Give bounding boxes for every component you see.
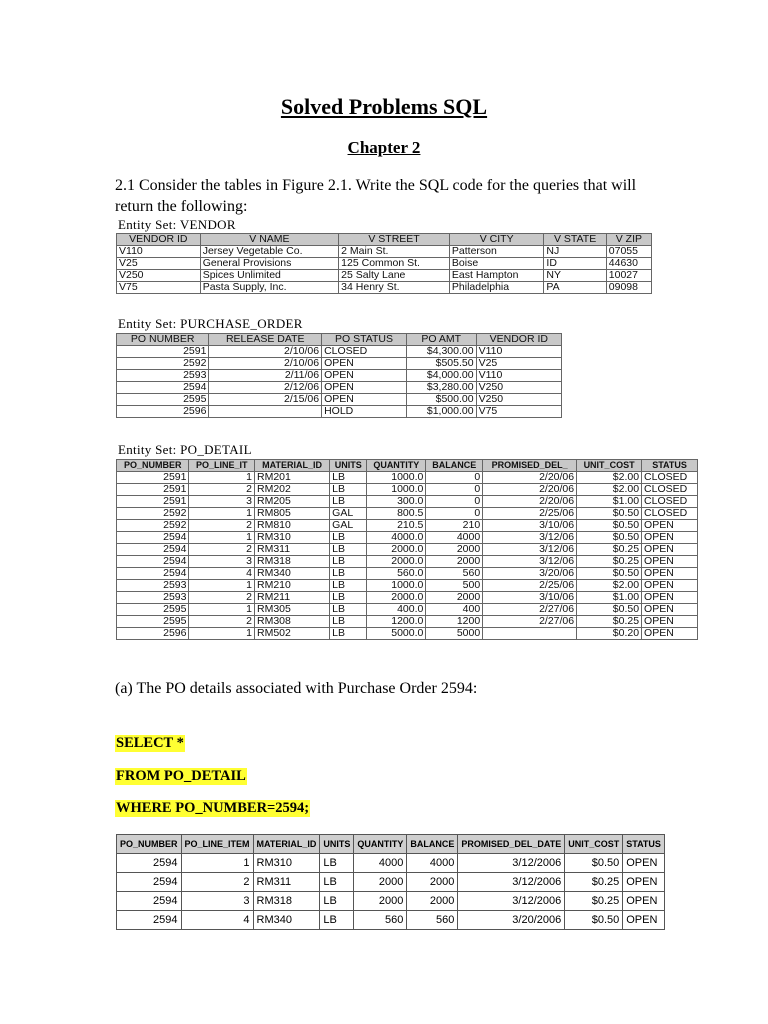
- table-cell: 2594: [117, 532, 189, 544]
- po-detail-column-header: UNIT_COST: [577, 460, 642, 472]
- table-cell: NJ: [544, 246, 606, 258]
- table-cell: RM502: [254, 628, 329, 640]
- table-cell: 4000: [354, 854, 407, 873]
- table-cell: $4,300.00: [406, 346, 476, 358]
- table-cell: 560: [426, 568, 483, 580]
- table-cell: HOLD: [322, 406, 407, 418]
- table-row: [117, 270, 652, 282]
- table-row: [117, 484, 698, 496]
- table-cell: 1000.0: [367, 580, 426, 592]
- table-cell: 2000: [426, 592, 483, 604]
- table-cell: 125 Common St.: [339, 258, 450, 270]
- table-cell: $0.25: [577, 544, 642, 556]
- table-cell: 0: [426, 496, 483, 508]
- table-cell: 2594: [117, 873, 182, 892]
- table-cell: V250: [117, 270, 201, 282]
- table-cell: General Provisions: [200, 258, 338, 270]
- question-a: (a) The PO details associated with Purchase Order 2594:: [115, 680, 478, 697]
- table-cell: $0.50: [565, 911, 623, 930]
- table-cell: 2/10/06: [209, 358, 322, 370]
- table-cell: RM340: [253, 911, 320, 930]
- table-row: [117, 496, 698, 508]
- table-cell: CLOSED: [322, 346, 407, 358]
- table-cell: 400: [426, 604, 483, 616]
- table-cell: RM311: [253, 873, 320, 892]
- table-cell: LB: [330, 496, 367, 508]
- table-cell: 5000: [426, 628, 483, 640]
- table-cell: 0: [426, 472, 483, 484]
- table-row: [117, 628, 698, 640]
- table-cell: $0.50: [577, 532, 642, 544]
- table-cell: RM310: [253, 854, 320, 873]
- table-cell: $0.25: [577, 616, 642, 628]
- table-cell: RM340: [254, 568, 329, 580]
- table-cell: 2 Main St.: [339, 246, 450, 258]
- po-detail-column-header: MATERIAL_ID: [254, 460, 329, 472]
- vendor-caption: Entity Set: VENDOR: [118, 217, 236, 232]
- table-row: [117, 568, 698, 580]
- po-detail-header-row: [117, 460, 698, 472]
- table-cell: LB: [330, 616, 367, 628]
- table-cell: $0.25: [565, 873, 623, 892]
- table-cell: OPEN: [322, 358, 407, 370]
- table-cell: 300.0: [367, 496, 426, 508]
- table-cell: $0.25: [565, 892, 623, 911]
- sql-line-from: FROM PO_DETAIL: [116, 768, 246, 784]
- table-cell: 2594: [117, 568, 189, 580]
- table-cell: 2594: [117, 544, 189, 556]
- table-row: [117, 508, 698, 520]
- table-cell: $0.20: [577, 628, 642, 640]
- table-cell: 2592: [117, 520, 189, 532]
- table-cell: 560: [354, 911, 407, 930]
- table-cell: 2000: [426, 556, 483, 568]
- table-cell: 4000.0: [367, 532, 426, 544]
- result-column-header: STATUS: [623, 835, 665, 854]
- table-cell: 3/10/06: [483, 592, 577, 604]
- table-cell: LB: [330, 472, 367, 484]
- table-cell: $1,000.00: [406, 406, 476, 418]
- table-cell: 1: [189, 508, 255, 520]
- table-cell: 2594: [117, 382, 209, 394]
- table-row: [117, 246, 652, 258]
- table-cell: OPEN: [642, 556, 698, 568]
- table-row: [117, 406, 562, 418]
- table-cell: RM202: [254, 484, 329, 496]
- table-cell: OPEN: [642, 520, 698, 532]
- result-column-header: UNIT_COST: [565, 835, 623, 854]
- table-cell: 2596: [117, 406, 209, 418]
- table-cell: LB: [330, 532, 367, 544]
- table-cell: 2000: [354, 892, 407, 911]
- table-cell: V110: [117, 246, 201, 258]
- table-cell: OPEN: [642, 616, 698, 628]
- table-cell: 2594: [117, 892, 182, 911]
- table-cell: OPEN: [642, 628, 698, 640]
- purchase-order-column-header: RELEASE DATE: [209, 334, 322, 346]
- table-cell: OPEN: [623, 854, 665, 873]
- table-cell: V25: [476, 358, 561, 370]
- table-cell: $2.00: [577, 484, 642, 496]
- table-cell: $4,000.00: [406, 370, 476, 382]
- table-cell: 2/20/06: [483, 496, 577, 508]
- table-cell: LB: [330, 628, 367, 640]
- purchase-order-header-row: [117, 334, 562, 346]
- table-row: [117, 358, 562, 370]
- purchase-order-column-header: PO STATUS: [322, 334, 407, 346]
- po-detail-table: [116, 459, 698, 640]
- table-cell: 210.5: [367, 520, 426, 532]
- table-cell: V75: [117, 282, 201, 294]
- table-cell: 2000: [407, 892, 458, 911]
- table-cell: 1: [189, 580, 255, 592]
- vendor-column-header: V STATE: [544, 234, 606, 246]
- table-cell: OPEN: [642, 604, 698, 616]
- table-cell: 2000: [426, 544, 483, 556]
- table-cell: LB: [320, 873, 354, 892]
- table-cell: $1.00: [577, 592, 642, 604]
- result-column-header: PO_LINE_ITEM: [181, 835, 253, 854]
- table-cell: 2: [189, 592, 255, 604]
- table-cell: Jersey Vegetable Co.: [200, 246, 338, 258]
- table-row: [117, 520, 698, 532]
- table-cell: RM318: [253, 892, 320, 911]
- table-cell: OPEN: [642, 580, 698, 592]
- table-cell: GAL: [330, 508, 367, 520]
- vendor-column-header: V STREET: [339, 234, 450, 246]
- table-cell: CLOSED: [642, 496, 698, 508]
- result-column-header: BALANCE: [407, 835, 458, 854]
- table-cell: $0.50: [577, 568, 642, 580]
- table-cell: 3/20/06: [483, 568, 577, 580]
- table-cell: 560: [407, 911, 458, 930]
- table-cell: RM311: [254, 544, 329, 556]
- table-cell: RM805: [254, 508, 329, 520]
- table-cell: 10027: [606, 270, 651, 282]
- table-row: [117, 592, 698, 604]
- table-cell: 4000: [407, 854, 458, 873]
- table-cell: Boise: [449, 258, 544, 270]
- table-cell: 3/12/2006: [458, 892, 565, 911]
- table-row: [117, 873, 665, 892]
- table-cell: 2595: [117, 604, 189, 616]
- po-detail-column-header: PO_LINE_IT: [189, 460, 255, 472]
- table-cell: LB: [320, 892, 354, 911]
- table-cell: OPEN: [623, 873, 665, 892]
- vendor-header-row: [117, 234, 652, 246]
- chapter-heading: Chapter 2: [347, 138, 421, 157]
- table-cell: 1: [189, 532, 255, 544]
- table-cell: 1: [181, 854, 253, 873]
- table-row: [117, 282, 652, 294]
- table-cell: 2: [189, 520, 255, 532]
- table-row: [117, 382, 562, 394]
- table-cell: 1200.0: [367, 616, 426, 628]
- vendor-column-header: VENDOR ID: [117, 234, 201, 246]
- table-cell: 560.0: [367, 568, 426, 580]
- table-cell: LB: [330, 580, 367, 592]
- table-cell: 3/12/06: [483, 544, 577, 556]
- table-cell: 2/20/06: [483, 484, 577, 496]
- table-cell: 2/15/06: [209, 394, 322, 406]
- table-cell: 25 Salty Lane: [339, 270, 450, 282]
- table-cell: 2000.0: [367, 544, 426, 556]
- table-cell: [483, 628, 577, 640]
- table-cell: $1.00: [577, 496, 642, 508]
- table-cell: 210: [426, 520, 483, 532]
- document-title: Solved Problems SQL: [280, 94, 488, 119]
- table-cell: East Hampton: [449, 270, 544, 282]
- table-cell: 0: [426, 508, 483, 520]
- table-cell: 3: [189, 496, 255, 508]
- table-cell: Philadelphia: [449, 282, 544, 294]
- table-cell: 07055: [606, 246, 651, 258]
- table-cell: 5000.0: [367, 628, 426, 640]
- table-cell: $0.50: [577, 604, 642, 616]
- table-cell: V250: [476, 382, 561, 394]
- purchase-order-column-header: PO AMT: [406, 334, 476, 346]
- table-row: [117, 472, 698, 484]
- table-cell: OPEN: [642, 544, 698, 556]
- table-cell: $505.50: [406, 358, 476, 370]
- table-cell: 2595: [117, 616, 189, 628]
- problem-intro: 2.1 Consider the tables in Figure 2.1. Write the SQL code for the queries that will return the following:: [115, 177, 637, 215]
- table-cell: RM308: [254, 616, 329, 628]
- vendor-column-header: V NAME: [200, 234, 338, 246]
- table-cell: OPEN: [322, 370, 407, 382]
- table-cell: 500: [426, 580, 483, 592]
- table-cell: Patterson: [449, 246, 544, 258]
- table-cell: LB: [330, 556, 367, 568]
- table-cell: OPEN: [623, 911, 665, 930]
- result-header-row: [117, 835, 665, 854]
- table-cell: RM210: [254, 580, 329, 592]
- table-row: [117, 604, 698, 616]
- table-row: [117, 892, 665, 911]
- table-cell: RM205: [254, 496, 329, 508]
- table-cell: 1: [189, 472, 255, 484]
- table-cell: 2/20/06: [483, 472, 577, 484]
- table-cell: 2593: [117, 592, 189, 604]
- table-cell: 4000: [426, 532, 483, 544]
- table-cell: 2596: [117, 628, 189, 640]
- table-cell: 2000.0: [367, 556, 426, 568]
- table-cell: 3/20/2006: [458, 911, 565, 930]
- po-detail-caption: Entity Set: PO_DETAIL: [118, 442, 252, 457]
- purchase-order-table: [116, 333, 562, 418]
- table-cell: ID: [544, 258, 606, 270]
- table-row: [117, 616, 698, 628]
- table-cell: LB: [330, 484, 367, 496]
- table-cell: 2592: [117, 358, 209, 370]
- table-cell: OPEN: [642, 532, 698, 544]
- result-column-header: PROMISED_DEL_DATE: [458, 835, 565, 854]
- po-detail-column-header: QUANTITY: [367, 460, 426, 472]
- table-cell: RM810: [254, 520, 329, 532]
- po-detail-column-header: PROMISED_DEL_: [483, 460, 577, 472]
- table-cell: $0.50: [565, 854, 623, 873]
- table-row: [117, 854, 665, 873]
- table-cell: PA: [544, 282, 606, 294]
- table-cell: 2/27/06: [483, 604, 577, 616]
- table-cell: OPEN: [642, 568, 698, 580]
- table-cell: 3: [181, 892, 253, 911]
- table-cell: RM211: [254, 592, 329, 604]
- sql-line-where: WHERE PO_NUMBER=2594;: [116, 800, 310, 816]
- table-cell: 2/27/06: [483, 616, 577, 628]
- result-column-header: MATERIAL_ID: [253, 835, 320, 854]
- table-cell: 2595: [117, 394, 209, 406]
- table-row: [117, 370, 562, 382]
- table-row: [117, 532, 698, 544]
- table-cell: LB: [320, 854, 354, 873]
- table-cell: RM310: [254, 532, 329, 544]
- table-cell: 3/12/06: [483, 532, 577, 544]
- purchase-order-column-header: PO NUMBER: [117, 334, 209, 346]
- table-cell: 2593: [117, 370, 209, 382]
- table-cell: CLOSED: [642, 508, 698, 520]
- table-cell: 3: [189, 556, 255, 568]
- table-cell: 1200: [426, 616, 483, 628]
- table-cell: 2594: [117, 556, 189, 568]
- vendor-column-header: V ZIP: [606, 234, 651, 246]
- result-column-header: QUANTITY: [354, 835, 407, 854]
- table-cell: 2591: [117, 484, 189, 496]
- table-cell: $500.00: [406, 394, 476, 406]
- table-cell: Pasta Supply, Inc.: [200, 282, 338, 294]
- table-row: [117, 258, 652, 270]
- table-cell: GAL: [330, 520, 367, 532]
- table-cell: 44630: [606, 258, 651, 270]
- table-cell: RM318: [254, 556, 329, 568]
- table-cell: 3/12/2006: [458, 873, 565, 892]
- table-cell: V110: [476, 346, 561, 358]
- po-detail-column-header: STATUS: [642, 460, 698, 472]
- table-cell: 1000.0: [367, 484, 426, 496]
- table-cell: LB: [330, 544, 367, 556]
- table-cell: LB: [330, 592, 367, 604]
- table-cell: 2/12/06: [209, 382, 322, 394]
- table-cell: 4: [189, 568, 255, 580]
- table-cell: OPEN: [642, 592, 698, 604]
- table-cell: 34 Henry St.: [339, 282, 450, 294]
- table-cell: OPEN: [322, 382, 407, 394]
- table-cell: V110: [476, 370, 561, 382]
- table-cell: 3/12/2006: [458, 854, 565, 873]
- purchase-order-caption: Entity Set: PURCHASE_ORDER: [118, 316, 303, 331]
- table-cell: 2: [181, 873, 253, 892]
- table-cell: V25: [117, 258, 201, 270]
- table-cell: 2000.0: [367, 592, 426, 604]
- table-row: [117, 911, 665, 930]
- table-cell: RM305: [254, 604, 329, 616]
- table-cell: 2/10/06: [209, 346, 322, 358]
- table-cell: [209, 406, 322, 418]
- table-cell: 1000.0: [367, 472, 426, 484]
- table-cell: $3,280.00: [406, 382, 476, 394]
- table-row: [117, 346, 562, 358]
- table-cell: 2/25/06: [483, 508, 577, 520]
- table-cell: 2000: [407, 873, 458, 892]
- table-cell: V250: [476, 394, 561, 406]
- table-cell: 2594: [117, 911, 182, 930]
- vendor-column-header: V CITY: [449, 234, 544, 246]
- table-cell: 2: [189, 484, 255, 496]
- table-cell: 2591: [117, 496, 189, 508]
- table-cell: NY: [544, 270, 606, 282]
- table-cell: 1: [189, 628, 255, 640]
- table-cell: 2: [189, 616, 255, 628]
- table-row: [117, 394, 562, 406]
- result-column-header: UNITS: [320, 835, 354, 854]
- table-cell: OPEN: [623, 892, 665, 911]
- table-cell: CLOSED: [642, 472, 698, 484]
- table-row: [117, 580, 698, 592]
- table-cell: 4: [181, 911, 253, 930]
- table-cell: 2/11/06: [209, 370, 322, 382]
- table-cell: $0.25: [577, 556, 642, 568]
- purchase-order-column-header: VENDOR ID: [476, 334, 561, 346]
- sql-line-select: SELECT *: [116, 735, 184, 751]
- table-cell: 2594: [117, 854, 182, 873]
- table-cell: 2000: [354, 873, 407, 892]
- po-detail-column-header: UNITS: [330, 460, 367, 472]
- table-cell: $2.00: [577, 472, 642, 484]
- table-cell: 2: [189, 544, 255, 556]
- table-row: [117, 544, 698, 556]
- table-cell: 1: [189, 604, 255, 616]
- table-cell: 3/12/06: [483, 556, 577, 568]
- table-row: [117, 556, 698, 568]
- table-cell: RM201: [254, 472, 329, 484]
- table-cell: LB: [330, 568, 367, 580]
- table-cell: Spices Unlimited: [200, 270, 338, 282]
- table-cell: 800.5: [367, 508, 426, 520]
- po-detail-column-header: BALANCE: [426, 460, 483, 472]
- vendor-table: [116, 233, 652, 294]
- table-cell: 2591: [117, 472, 189, 484]
- table-cell: $2.00: [577, 580, 642, 592]
- table-cell: CLOSED: [642, 484, 698, 496]
- table-cell: 0: [426, 484, 483, 496]
- table-cell: 09098: [606, 282, 651, 294]
- table-cell: OPEN: [322, 394, 407, 406]
- table-cell: LB: [320, 911, 354, 930]
- query-result-table: [116, 834, 665, 930]
- table-cell: LB: [330, 604, 367, 616]
- result-column-header: PO_NUMBER: [117, 835, 182, 854]
- table-cell: 400.0: [367, 604, 426, 616]
- table-cell: 2592: [117, 508, 189, 520]
- table-cell: 2/25/06: [483, 580, 577, 592]
- table-cell: V75: [476, 406, 561, 418]
- table-cell: 2591: [117, 346, 209, 358]
- table-cell: $0.50: [577, 508, 642, 520]
- table-cell: $0.50: [577, 520, 642, 532]
- table-cell: 2593: [117, 580, 189, 592]
- table-cell: 3/10/06: [483, 520, 577, 532]
- po-detail-column-header: PO_NUMBER: [117, 460, 189, 472]
